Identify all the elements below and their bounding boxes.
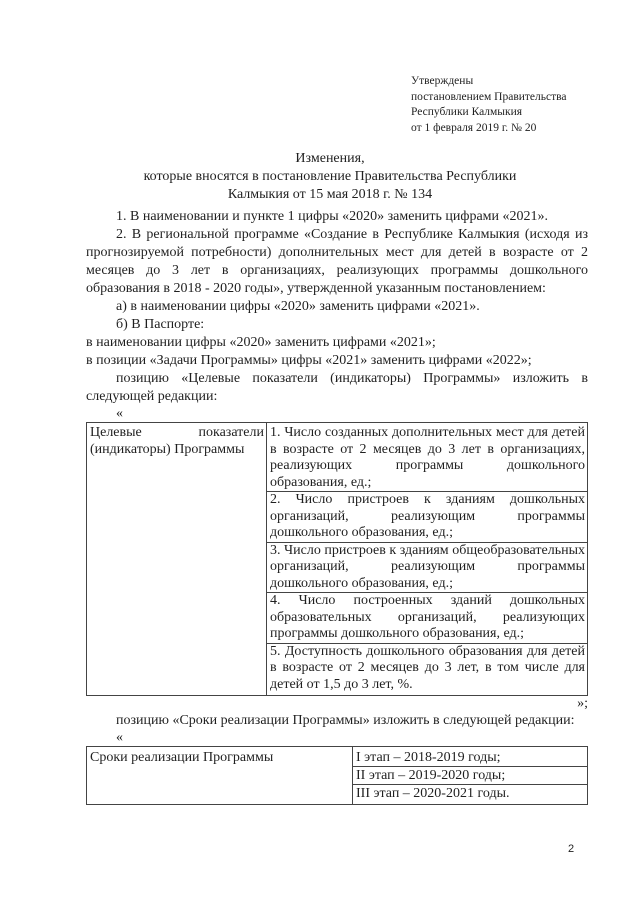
stage-item: II этап – 2019-2020 годы;	[353, 766, 587, 784]
document-body	[86, 208, 588, 805]
paragraph-8: позицию «Сроки реализации Программы» изложить в следующей редакции:	[116, 713, 575, 728]
stage-item: I этап – 2018-2019 годы;	[356, 750, 501, 765]
document-title	[60, 150, 600, 204]
approval-line: Республики Калмыкия	[411, 106, 523, 118]
terms-label: Сроки реализации Программы	[87, 747, 353, 805]
indicator-item: 4. Число построенных зданий дошкольных образовательных организаций, реализующих программы дошкольного образования, ед.;	[267, 592, 587, 643]
paragraph-4: б) В Паспорте:	[116, 317, 205, 332]
indicator-item: 1. Число созданных дополнительных мест для детей в возрасте от 2 месяцев до 3 лет в организациях, реализующих программы дошкольного образования, ед.;	[270, 425, 585, 490]
paragraph-3: а) в наименовании цифры «2020» заменить цифрами «2021».	[116, 299, 480, 314]
title-line: Изменения,	[295, 151, 365, 166]
indicator-item: 2. Число пристроев к зданиям дошкольных организаций, реализующим программы дошкольного образования, ед.;	[267, 491, 587, 542]
stage-item: III этап – 2020-2021 годы.	[353, 784, 587, 802]
title-line: которые вносятся в постановление Правительства Республики	[143, 169, 517, 184]
table-row	[87, 747, 588, 805]
approval-line: постановлением Правительства	[411, 90, 567, 103]
quote-open-mark: «	[116, 406, 123, 421]
table-row	[87, 423, 588, 696]
indicator-item: 3. Число пристроев к зданиям общеобразовательных организаций, реализующим программы дошкольного образования, ед.;	[267, 542, 587, 593]
approval-stamp	[411, 74, 621, 136]
indicator-item: 5. Доступность дошкольного образования для детей в возрасте от 2 месяцев до 3 лет, в том числе для детей от 1,5 до 3 лет, %.	[267, 643, 587, 694]
indicators-label: Целевые показатели (индикаторы) Программы	[87, 423, 267, 696]
paragraph-5: в наименовании цифры «2020» заменить цифрами «2021»;	[86, 335, 436, 350]
paragraph-7: позицию «Целевые показатели (индикаторы) Программы» изложить в следующей редакции:	[86, 371, 588, 404]
terms-table	[86, 746, 588, 805]
title-line: Калмыкия от 15 мая 2018 г. № 134	[227, 187, 433, 202]
paragraph-6: в позиции «Задачи Программы» цифры «2021» заменить цифрами «2022»;	[86, 353, 532, 368]
approval-line: Утверждены	[411, 75, 474, 87]
quote-close-mark: »;	[577, 696, 588, 711]
paragraph-1: 1. В наименовании и пункте 1 цифры «2020» заменить цифрами «2021».	[116, 209, 549, 224]
terms-values	[353, 747, 588, 805]
indicators-values	[267, 423, 588, 696]
quote-open-mark-2: «	[116, 730, 123, 745]
paragraph-2: 2. В региональной программе «Создание в Республике Калмыкия (исходя из прогнозируемой потребности) дополнительных мест для детей в возрасте от 2 месяцев до 3 лет в организациях, реализующих программы дошкольного образования в 2018 - 2020 годы», утвержденной указанным постановлением:	[86, 227, 588, 296]
indicators-table	[86, 422, 588, 696]
page-number: 2	[568, 843, 575, 855]
approval-line: от 1 февраля 2019 г. № 20	[411, 121, 537, 134]
